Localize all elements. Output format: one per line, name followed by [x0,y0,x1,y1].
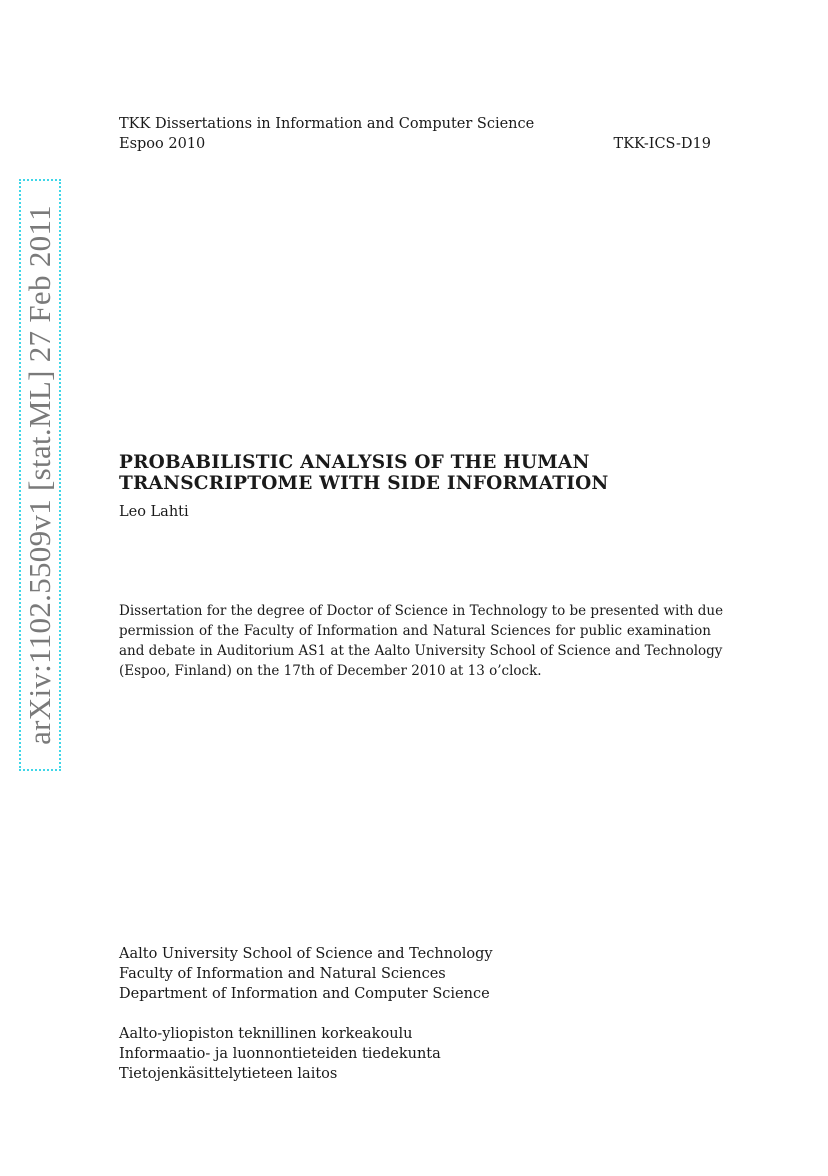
statement-line: (Espoo, Finland) on the 17th of December 2010 at 13 o’clock. [119,663,542,679]
series-header [119,114,711,154]
series-name: TKK Dissertations in Information and Computer Science [119,116,535,132]
title-line-2: TRANSCRIPTOME WITH SIDE INFORMATION [119,473,609,494]
dissertation-statement [119,601,724,681]
statement-line: and debate in Auditorium AS1 at the Aalto University School of Science and Technology [119,643,723,659]
series-row [119,134,711,154]
report-id: TKK-ICS-D19 [613,136,711,152]
university-name-fi: Aalto-yliopiston teknillinen korkeakoulu [119,1026,413,1042]
affiliation-english [119,944,493,1004]
faculty-name-fi: Informaatio- ja luonnontieteiden tiedekunta [119,1046,441,1062]
department-name-fi: Tietojenkäsittelytieteen laitos [119,1066,338,1082]
title-line-1: PROBABILISTIC ANALYSIS OF THE HUMAN [119,452,590,473]
place-year: Espoo 2010 [119,136,206,152]
department-name: Department of Information and Computer Science [119,986,490,1002]
author-name: Leo Lahti [119,504,189,520]
affiliation-finnish [119,1024,441,1084]
statement-line: permission of the Faculty of Information and Natural Sciences for public examination [119,623,711,639]
arxiv-stamp[interactable] [19,179,61,771]
arxiv-identifier[interactable]: arXiv:1102.5509v1 [stat.ML] 27 Feb 2011 [22,205,57,745]
university-name: Aalto University School of Science and Technology [119,946,493,962]
statement-line: Dissertation for the degree of Doctor of Science in Technology to be presented with due [119,603,724,619]
dissertation-title [119,452,719,494]
faculty-name: Faculty of Information and Natural Sciences [119,966,446,982]
